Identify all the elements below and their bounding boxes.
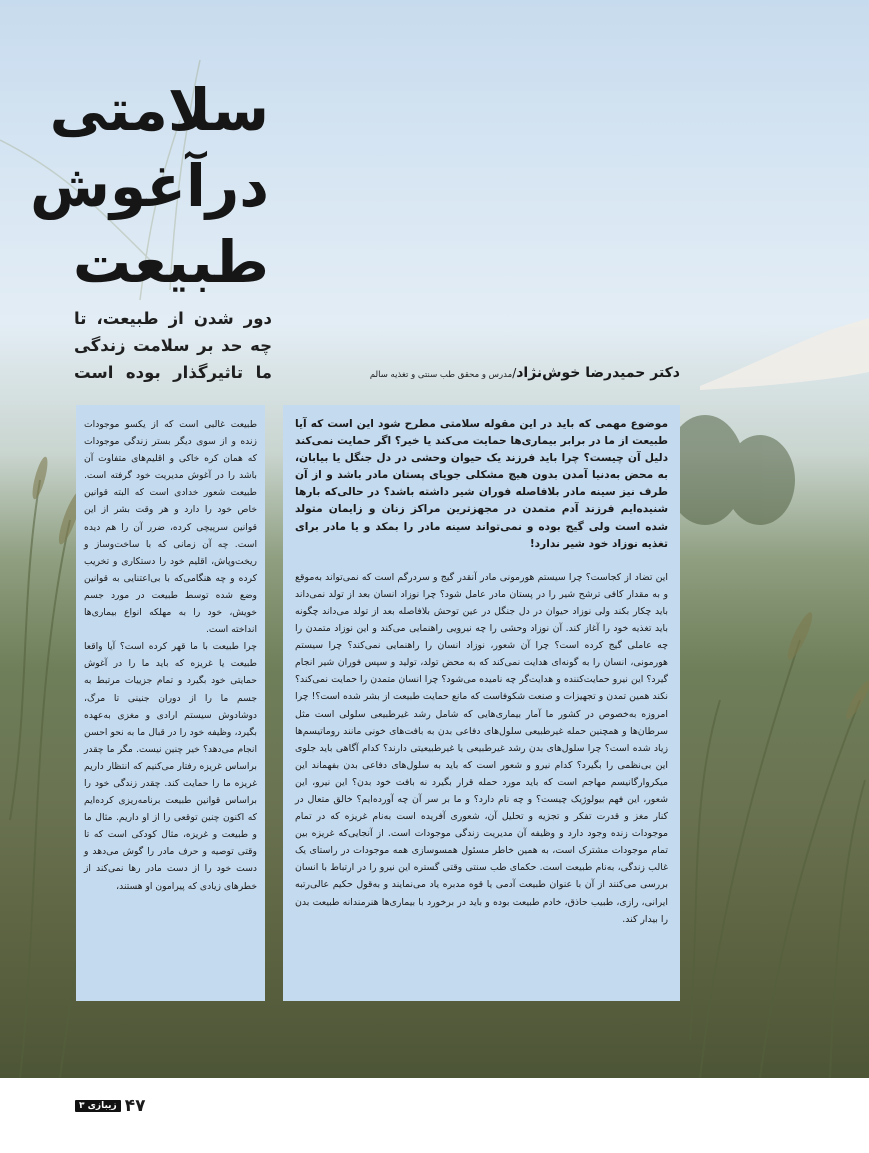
magazine-label: زیبازی ۳ xyxy=(75,1100,121,1112)
main-text-panel xyxy=(283,405,680,1001)
article-title xyxy=(29,72,269,300)
author-separator: / xyxy=(512,366,517,380)
title-line: طبیعت xyxy=(72,228,269,296)
page-number: ۴۷ xyxy=(124,1096,146,1116)
author-byline xyxy=(360,362,680,381)
author-role: مدرس و محقق طب سنتی و تغذیه سالم xyxy=(369,370,513,380)
title-line: سلامتی xyxy=(49,76,269,144)
author-name: دکتر حمیدرضا خوش‌نژاد xyxy=(516,365,680,381)
lead-paragraph: موضوع مهمی که باید در این مقوله سلامتی مطرح شود این است که آیا طبیعت از ما در برابر بیماری‌ها حمایت می‌کند یا خیر؟ اگر حمایت نمی‌کند دلیل آن چیست؟ چرا باید فرزند یک حیوان وحشی در دل جنگل یا بیابان، به محض به‌دنیا آمدن بدون هیچ مشکلی جویای پستان مادر باشد و از آن طرف نیز سینه مادر بلافاصله فوران شیر داشته باشد؟ در حالی‌که بارها شنیده‌ایم فرزند آدم متمدن در مجهزترین مراکز زنان و زایمان متولد شده است ولی گیج بوده و نمی‌تواند سینه مادر را بمکد و یا مادر برای تغذیه نوزاد خود شیر ندارد! xyxy=(295,418,668,550)
body-paragraph: این تضاد از کجاست؟ چرا سیستم هورمونی مادر آنقدر گیج و سردرگم است که نمی‌تواند به‌موقع و به مقدار کافی ترشح شیر را در پستان مادر عامل شود؟ چرا نوزاد انسان بعد از تولد نمی‌داند باید چکار بکند ولی نوزاد حیوان در دل جنگل در عین توحش بلافاصله بعد از تولد می‌داند چگونه باید تغذیه خود را آغاز کند. آن نوزاد وحشی را چه نیرویی راهنمایی می‌کند و این نوزاد متمدن را چه عاملی گیج کرده است؟ چرا آن شعور، نوزاد انسان را راهنمایی نمی‌کند؟ چرا سیستم هورمونی، انسان را به گونه‌ای هدایت نمی‌کند که به محض تولد، تولید و سپس فوران شیر انجام گیرد؟ این نیرو حمایت‌کننده و هدایت‌گر چه نامیده می‌شود؟ چرا انسان متمدن را حمایت نمی‌کند؟ نکند همین تمدن و تجهیزات و صنعت شکوفاست که مانع حمایت طبیعت از بشر شده است؟! چرا امروزه به‌خصوص در کشور ما آمار بیماری‌هایی که شامل رشد غیرطبیعی سلولی است مثل سرطان‌ها و همچنین حمله غیرطبیعی سلول‌های دفاعی بدن به بافت‌های خونی مانند روماتیسم‌ها زیاد شده است؟ چرا سلول‌های بدن رشد غیرطبیعی یا غیرطبیعیتی دارند؟ کدام آگاهی باید جلوی این بی‌نظمی را بگیرد؟ کدام نیرو و شعور است که باید به سلول‌های دفاعی بدن بفهماند این میکروارگانیسم مهاجم است که باید مورد حمله قرار بگیرد نه بافت خود بدن؟ این نیرو، این شعور، این فهم بیولوژیک چیست؟ و چه نام دارد؟ و ما بر سر آن چه آورده‌ایم؟ خالق متعال در کنار مغز و قدرت تفکر و تجزیه و تحلیل آن، شعوری آفریده است به‌نام غریزه که در تمام موجودات زنده وجود دارد و وظیفه آن مدیریت زندگی موجودات است. از آنجایی‌که غریزه بین تمام موجودات مشترک است، به همین خاطر مسئول همسوسازی همه موجودات در راستای یک غالب زندگی، به‌نام طبیعت است. حکمای طب سنتی وقتی گستره این نیرو را در ارتباط با انسان بررسی می‌کنند از آن با عنوان طبیعت آدمی یا قوه مدبره یاد می‌نمایند و به‌قول حکیم عالی‌رتبه ایرانی، رازی، طبیب حاذق، خادم طبیعت بوده و باید در برخورد با بیماری‌ها هنرمندانه طبیعت بدن را بیدار کند. xyxy=(295,571,668,925)
page-footer xyxy=(75,1096,145,1116)
article-subtitle: دور شدن از طبیعت، تا چه حد بر سلامت زندگی ما تاثیرگذار بوده است xyxy=(74,309,272,382)
body-paragraph: طبیعت غالبی است که از یکسو موجودات زنده و از سوی دیگر بستر زندگی موجودات که همان کره خاکی و اقلیم‌های متفاوت آن باشد را در آغوش مدیریت خود گرفته است. طبیعت شعور خدادی است که البته قوانین خاص خود را دارد و هر وقت بشر از این قوانین سرپیچی کرده، ضرر آن را هم دیده است. چه آن زمانی که با ساخت‌وساز و ریخت‌وپاش، اقلیم خود را دستکاری و تخریب کرده و چه هنگامی‌که با بی‌اعتنایی به قوانین وضع شده توسط طبیعت در مورد جسم خویش، خود را به مهلکه انواع بیماری‌ها انداخته است. xyxy=(84,419,257,636)
side-text-panel xyxy=(76,405,265,1001)
hand-shape xyxy=(700,318,869,390)
title-line: درآغوش xyxy=(29,152,269,220)
body-paragraph: چرا طبیعت با ما قهر کرده است؟ آیا واقعا طبیعت یا غریزه که باید ما را در آغوش حمایتی خود بگیرد و تمام جزییات مرتبط به جسم ما را از دوران جنینی تا مرگ، دوشادوش سیستم ارادی و مغزی به‌عهده بگیرد، وظیفه خود را در قبال ما به نحو احسن انجام می‌دهد؟ خیر چنین نیست. مگر ما چقدر براساس غریزه رفتار می‌کنیم که انتظار داریم غریزه ما را حمایت کند. چقدر زندگی خود را براساس قوانین طبیعت برنامه‌ریزی کرده‌ایم که اکنون چنین توقعی را از او داریم. مثال ما و طبیعت و غریزه، مثال کودکی است که تا وقتی توصیه و حرف مادر را گوش می‌دهد و دست خود را از دست مادر رها نمی‌کند از خطرهای زیادی که پیرامون او هستند، xyxy=(84,641,257,892)
